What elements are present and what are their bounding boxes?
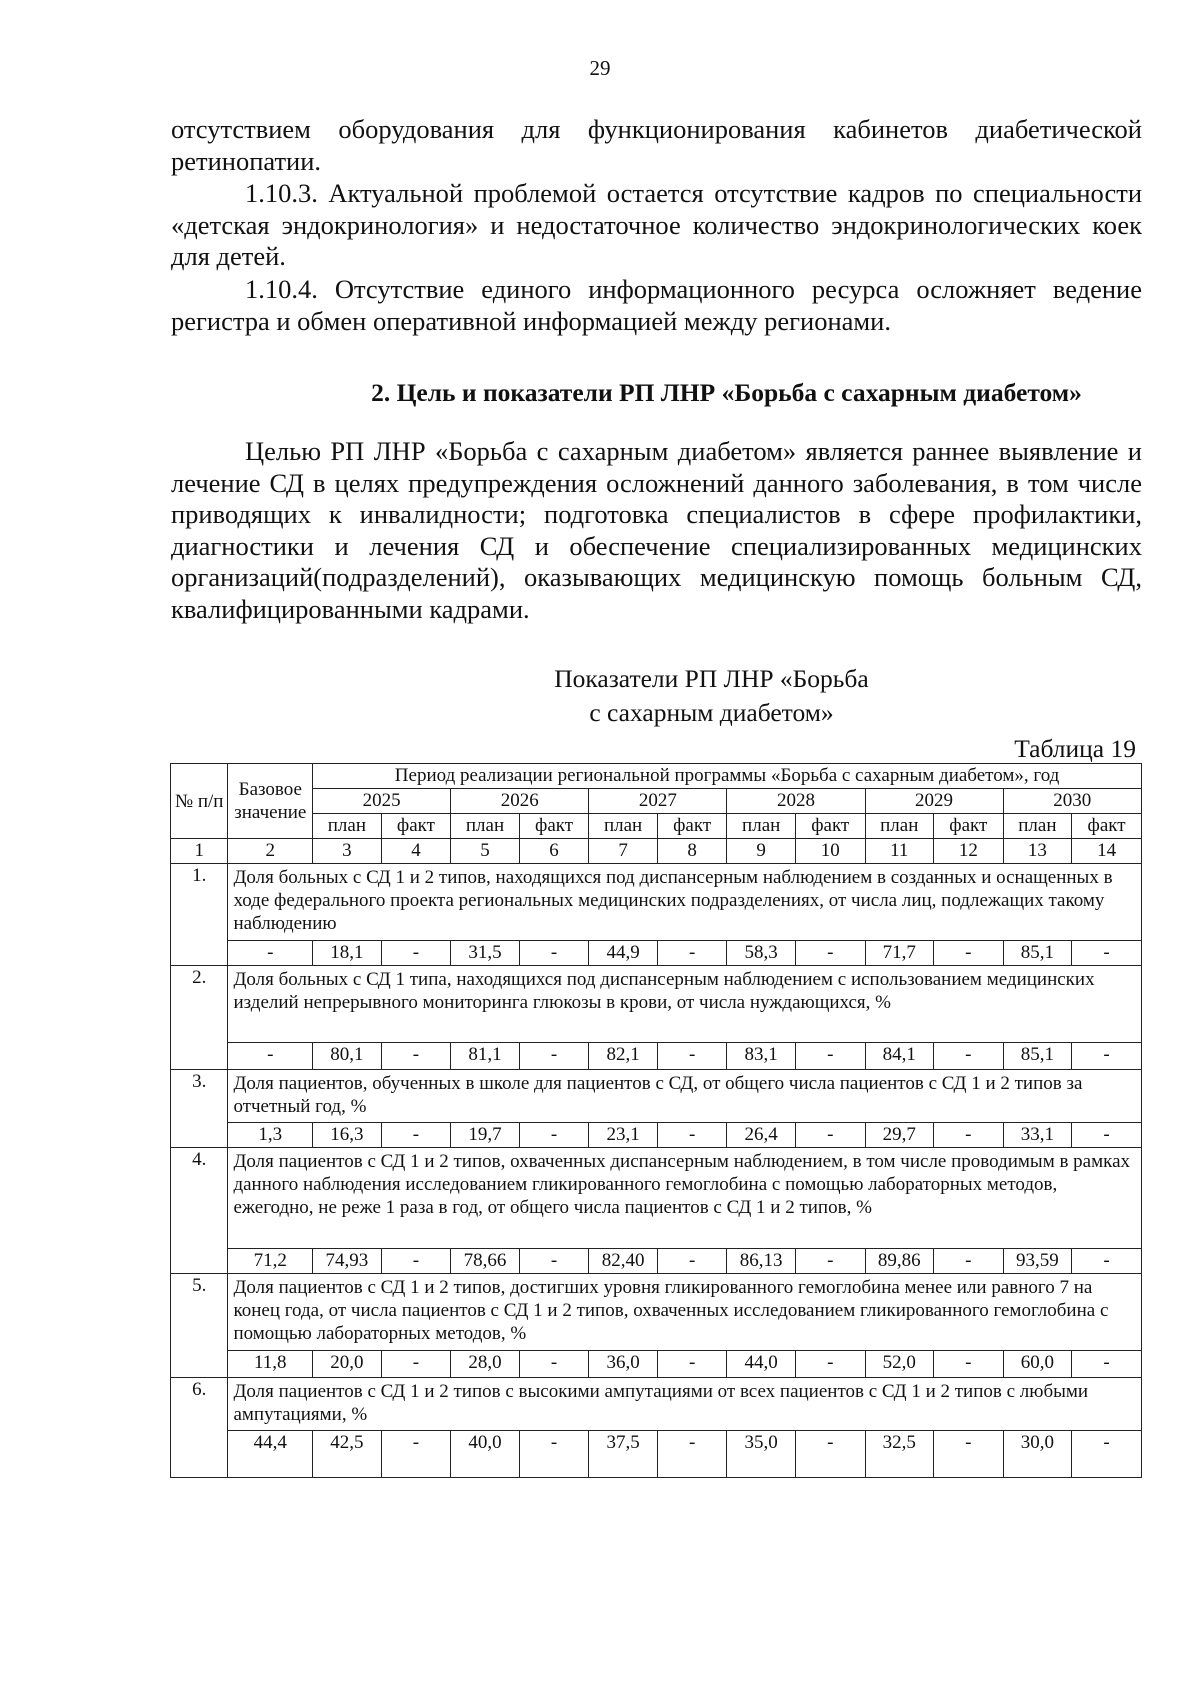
column-number: 13	[1003, 839, 1072, 864]
indicator-value: 93,59	[1003, 1249, 1072, 1274]
indicator-value: -	[657, 1043, 727, 1070]
indicator-value: 16,3	[313, 1123, 382, 1148]
indicator-value: -	[795, 1043, 865, 1070]
indicator-value: -	[381, 1431, 451, 1478]
indicator-value: 1,3	[228, 1123, 313, 1148]
indicator-value: 33,1	[1003, 1123, 1072, 1148]
column-number: 14	[1072, 839, 1142, 864]
header-fact: факт	[657, 814, 727, 839]
column-number: 5	[451, 839, 520, 864]
indicator-row	[171, 1148, 1142, 1249]
indicators-table	[170, 763, 1142, 1478]
indicator-value: -	[519, 1249, 589, 1274]
indicator-value: 20,0	[313, 1351, 382, 1378]
indicator-value: -	[519, 1043, 589, 1070]
indicator-number: 6.	[171, 1378, 228, 1478]
table-label: Таблица 19	[1014, 734, 1136, 763]
indicator-value: 83,1	[727, 1043, 796, 1070]
header-year: 2027	[589, 789, 727, 814]
table-caption-line-1: Показатели РП ЛНР «Борьба	[554, 664, 869, 693]
paragraph-continuation: отсутствием оборудования для функционирования кабинетов диабетической ретинопатии.	[171, 114, 1142, 176]
indicator-value: -	[1072, 1351, 1142, 1378]
indicator-value: -	[657, 941, 727, 966]
indicator-value: 30,0	[1003, 1431, 1072, 1478]
paragraph-1-10-4: 1.10.4. Отсутствие единого информационного ресурса осложняет ведение регистра и обмен оперативной информацией между регионами.	[171, 274, 1142, 336]
indicator-values-row	[171, 1249, 1142, 1274]
column-number: 8	[657, 839, 727, 864]
indicator-value: -	[934, 941, 1004, 966]
indicator-values-row	[171, 1431, 1142, 1478]
indicator-value: 11,8	[228, 1351, 313, 1378]
indicator-value: 23,1	[589, 1123, 658, 1148]
indicator-value: 85,1	[1003, 1043, 1072, 1070]
header-fact: факт	[1072, 814, 1142, 839]
indicator-value: -	[381, 1123, 451, 1148]
indicator-value: -	[381, 1351, 451, 1378]
header-year: 2029	[865, 789, 1003, 814]
indicator-values-row	[171, 941, 1142, 966]
column-number: 3	[313, 839, 382, 864]
indicator-description: Доля пациентов, обученных в школе для пациентов с СД, от общего числа пациентов с СД 1 и 2 типов за отчетный год, %	[228, 1070, 1142, 1123]
indicator-value: -	[795, 1431, 865, 1478]
column-number: 9	[727, 839, 796, 864]
indicator-row	[171, 1070, 1142, 1123]
indicator-value: -	[381, 1043, 451, 1070]
header-fact: факт	[381, 814, 451, 839]
indicator-value: 86,13	[727, 1249, 796, 1274]
header-plan: план	[1003, 814, 1072, 839]
column-number: 6	[519, 839, 589, 864]
indicator-value: 32,5	[865, 1431, 934, 1478]
indicator-value: -	[1072, 1249, 1142, 1274]
indicator-value: -	[934, 1249, 1004, 1274]
header-base: Базовое значение	[228, 764, 313, 839]
indicator-value: 60,0	[1003, 1351, 1072, 1378]
header-year: 2028	[727, 789, 865, 814]
section-heading: 2. Цель и показатели РП ЛНР «Борьба с сахарным диабетом»	[371, 378, 1082, 407]
header-plan: план	[589, 814, 658, 839]
indicator-value: -	[1072, 1123, 1142, 1148]
indicator-value: 71,7	[865, 941, 934, 966]
indicator-description: Доля пациентов с СД 1 и 2 типов с высокими ампутациями от всех пациентов с СД 1 и 2 типов с любыми ампутациями, %	[228, 1378, 1142, 1431]
indicator-number: 4.	[171, 1148, 228, 1274]
column-number: 2	[228, 839, 313, 864]
column-number: 4	[381, 839, 451, 864]
indicator-number: 2.	[171, 966, 228, 1070]
indicator-value: -	[381, 1249, 451, 1274]
header-year: 2025	[313, 789, 451, 814]
indicator-value: -	[934, 1351, 1004, 1378]
indicator-values-row	[171, 1351, 1142, 1378]
indicator-value: -	[795, 1249, 865, 1274]
indicator-value: -	[519, 941, 589, 966]
indicator-number: 5.	[171, 1274, 228, 1378]
indicator-value: 80,1	[313, 1043, 382, 1070]
indicator-value: 81,1	[451, 1043, 520, 1070]
paragraph-goal: Целью РП ЛНР «Борьба с сахарным диабетом» является раннее выявление и лечение СД в целях предупреждения осложнений данного заболевания, в том числе приводящих к инвалидности; подготовка специалистов в сфере профилактики, диагностики и лечения СД и обеспечение специализированных медицинских организаций(подразделений), оказывающих медицинскую помощь больным СД, квалифицированными кадрами.	[171, 436, 1142, 624]
indicator-value: 82,1	[589, 1043, 658, 1070]
indicator-value: -	[1072, 1431, 1142, 1478]
header-num: № п/п	[171, 764, 228, 839]
indicator-value: -	[519, 1351, 589, 1378]
indicator-value: 28,0	[451, 1351, 520, 1378]
indicator-value: -	[1072, 1043, 1142, 1070]
header-plan: план	[313, 814, 382, 839]
indicator-value: 44,4	[228, 1431, 313, 1478]
column-number: 12	[934, 839, 1004, 864]
indicator-values-row	[171, 1043, 1142, 1070]
column-number: 1	[171, 839, 228, 864]
indicator-value: -	[228, 1043, 313, 1070]
indicator-number: 3.	[171, 1070, 228, 1148]
indicator-value: -	[934, 1123, 1004, 1148]
indicator-value: 84,1	[865, 1043, 934, 1070]
indicator-values-row	[171, 1123, 1142, 1148]
header-fact: факт	[519, 814, 589, 839]
header-year: 2030	[1003, 789, 1141, 814]
indicator-description: Доля пациентов с СД 1 и 2 типов, достигших уровня гликированного гемоглобина менее или равного 7 на конец года, от числа пациентов с СД 1 и 2 типов, охваченных исследованием гликированного гемоглобина с помощью лабораторных методов, %	[228, 1274, 1142, 1351]
paragraph-1-10-3: 1.10.3. Актуальной проблемой остается отсутствие кадров по специальности «детская эндокринология» и недостаточное количество эндокринологических коек для детей.	[171, 178, 1142, 271]
header-plan: план	[865, 814, 934, 839]
indicator-value: -	[381, 941, 451, 966]
header-plan: план	[727, 814, 796, 839]
indicator-row	[171, 1274, 1142, 1351]
indicator-value: -	[934, 1431, 1004, 1478]
indicator-value: -	[934, 1043, 1004, 1070]
indicator-value: 44,9	[589, 941, 658, 966]
indicator-value: 35,0	[727, 1431, 796, 1478]
indicator-value: -	[519, 1431, 589, 1478]
header-plan: план	[451, 814, 520, 839]
indicator-value: 85,1	[1003, 941, 1072, 966]
indicator-value: -	[795, 941, 865, 966]
header-fact: факт	[795, 814, 865, 839]
indicator-value: -	[657, 1351, 727, 1378]
indicator-value: 40,0	[451, 1431, 520, 1478]
table-caption-line-2: с сахарным диабетом»	[589, 698, 834, 727]
indicator-value: 71,2	[228, 1249, 313, 1274]
indicator-description: Доля больных с СД 1 типа, находящихся под диспансерным наблюдением с использованием медицинских изделий непрерывного мониторинга глюкозы в крови, от числа нуждающихся, %	[228, 966, 1142, 1043]
indicator-value: -	[657, 1249, 727, 1274]
indicator-value: 44,0	[727, 1351, 796, 1378]
indicator-value: -	[795, 1351, 865, 1378]
column-number: 11	[865, 839, 934, 864]
indicator-row	[171, 864, 1142, 941]
indicator-value: 89,86	[865, 1249, 934, 1274]
indicator-value: -	[657, 1123, 727, 1148]
indicator-number: 1.	[171, 864, 228, 966]
indicator-value: 26,4	[727, 1123, 796, 1148]
indicator-row	[171, 1378, 1142, 1431]
column-number: 10	[795, 839, 865, 864]
column-number: 7	[589, 839, 658, 864]
indicator-value: 37,5	[589, 1431, 658, 1478]
indicator-value: 19,7	[451, 1123, 520, 1148]
indicator-value: 58,3	[727, 941, 796, 966]
indicator-value: 78,66	[451, 1249, 520, 1274]
page-number: 29	[589, 56, 611, 80]
indicator-value: 52,0	[865, 1351, 934, 1378]
indicator-value: 42,5	[313, 1431, 382, 1478]
header-period: Период реализации региональной программы «Борьба с сахарным диабетом», год	[313, 764, 1142, 789]
indicator-value: 36,0	[589, 1351, 658, 1378]
indicator-value: -	[228, 941, 313, 966]
indicator-description: Доля больных с СД 1 и 2 типов, находящихся под диспансерным наблюдением в созданных и оснащенных в ходе федерального проекта региональных медицинских подразделениях, от числа лиц, подлежащих такому наблюдению	[228, 864, 1142, 941]
indicator-value: 18,1	[313, 941, 382, 966]
indicator-value: 82,40	[589, 1249, 658, 1274]
indicator-value: -	[1072, 941, 1142, 966]
indicator-value: -	[519, 1123, 589, 1148]
indicator-value: 29,7	[865, 1123, 934, 1148]
indicator-value: -	[795, 1123, 865, 1148]
indicator-value: 31,5	[451, 941, 520, 966]
indicator-description: Доля пациентов с СД 1 и 2 типов, охваченных диспансерным наблюдением, в том числе проводимым в рамках данного наблюдения исследованием гликированного гемоглобина с помощью лабораторных методов, ежегодно, не реже 1 раза в год, от общего числа пациентов с СД 1 и 2 типов, %	[228, 1148, 1142, 1249]
indicator-value: -	[657, 1431, 727, 1478]
header-year: 2026	[451, 789, 589, 814]
header-fact: факт	[934, 814, 1004, 839]
indicator-row	[171, 966, 1142, 1043]
indicator-value: 74,93	[313, 1249, 382, 1274]
